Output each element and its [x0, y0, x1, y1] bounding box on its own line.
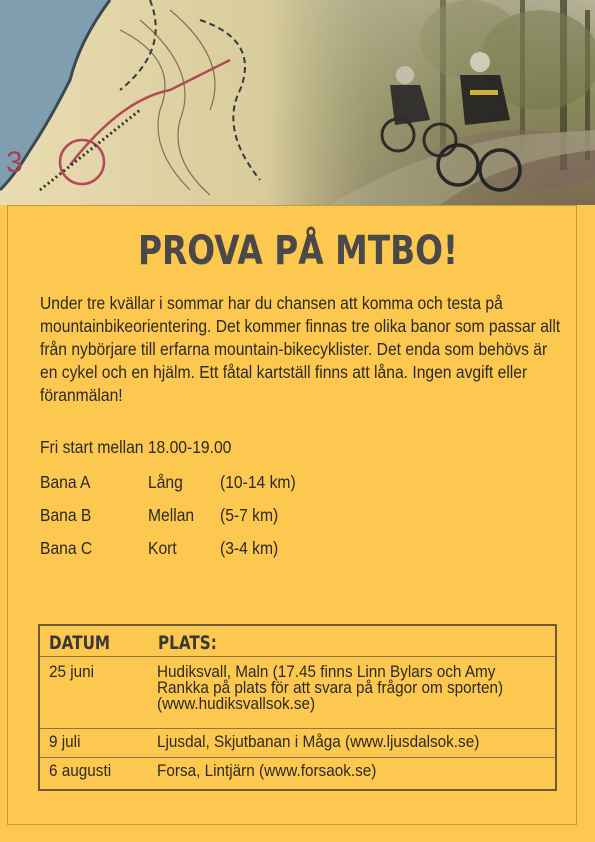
course-row — [40, 472, 400, 496]
course-distance: (3-4 km) — [220, 538, 279, 558]
table-divider — [40, 757, 555, 758]
table-divider — [40, 728, 555, 729]
map-control-number: 3 — [6, 146, 23, 179]
course-name: Bana A — [40, 472, 91, 492]
course-row — [40, 538, 400, 562]
course-name: Bana C — [40, 538, 93, 558]
start-time: Fri start mellan 18.00-19.00 — [40, 437, 232, 457]
page-title: PROVA PÅ MTBO! — [137, 228, 458, 274]
row-date: 9 juli — [49, 732, 81, 751]
row-place: Hudiksvall, Maln (17.45 finns Linn Bylars och Amy Rankka på plats för att svara på frågor om sporten) (www.hudiksvallsok.se) — [157, 662, 504, 713]
course-distance: (5-7 km) — [220, 505, 279, 525]
course-row — [40, 505, 400, 529]
place-header: PLATS: — [158, 632, 217, 654]
course-type: Mellan — [148, 505, 195, 525]
course-type: Kort — [148, 538, 177, 558]
intro-paragraph: Under tre kvällar i sommar har du chansen att komma och testa på mountainbikeorientering. Det kommer finnas tre olika banor som passar allt från nybörjare till erfarna mountain-bikecyklister. Det enda som behövs är en cykel och en hjälm. Ett fåtal kartställ finns att låna. Ingen avgift eller föranmälan! — [40, 293, 561, 405]
row-place: Forsa, Lintjärn (www.forsaok.se) — [157, 761, 377, 780]
row-date: 6 augusti — [49, 761, 112, 780]
date-header: DATUM — [49, 632, 111, 654]
row-date: 25 juni — [49, 662, 95, 681]
course-distance: (10-14 km) — [220, 472, 296, 492]
table-divider — [40, 656, 555, 657]
header-photo — [0, 0, 595, 205]
row-place: Ljusdal, Skjutbanan i Måga (www.ljusdalsok.se) — [157, 732, 480, 751]
course-type: Lång — [148, 472, 183, 492]
course-name: Bana B — [40, 505, 92, 525]
